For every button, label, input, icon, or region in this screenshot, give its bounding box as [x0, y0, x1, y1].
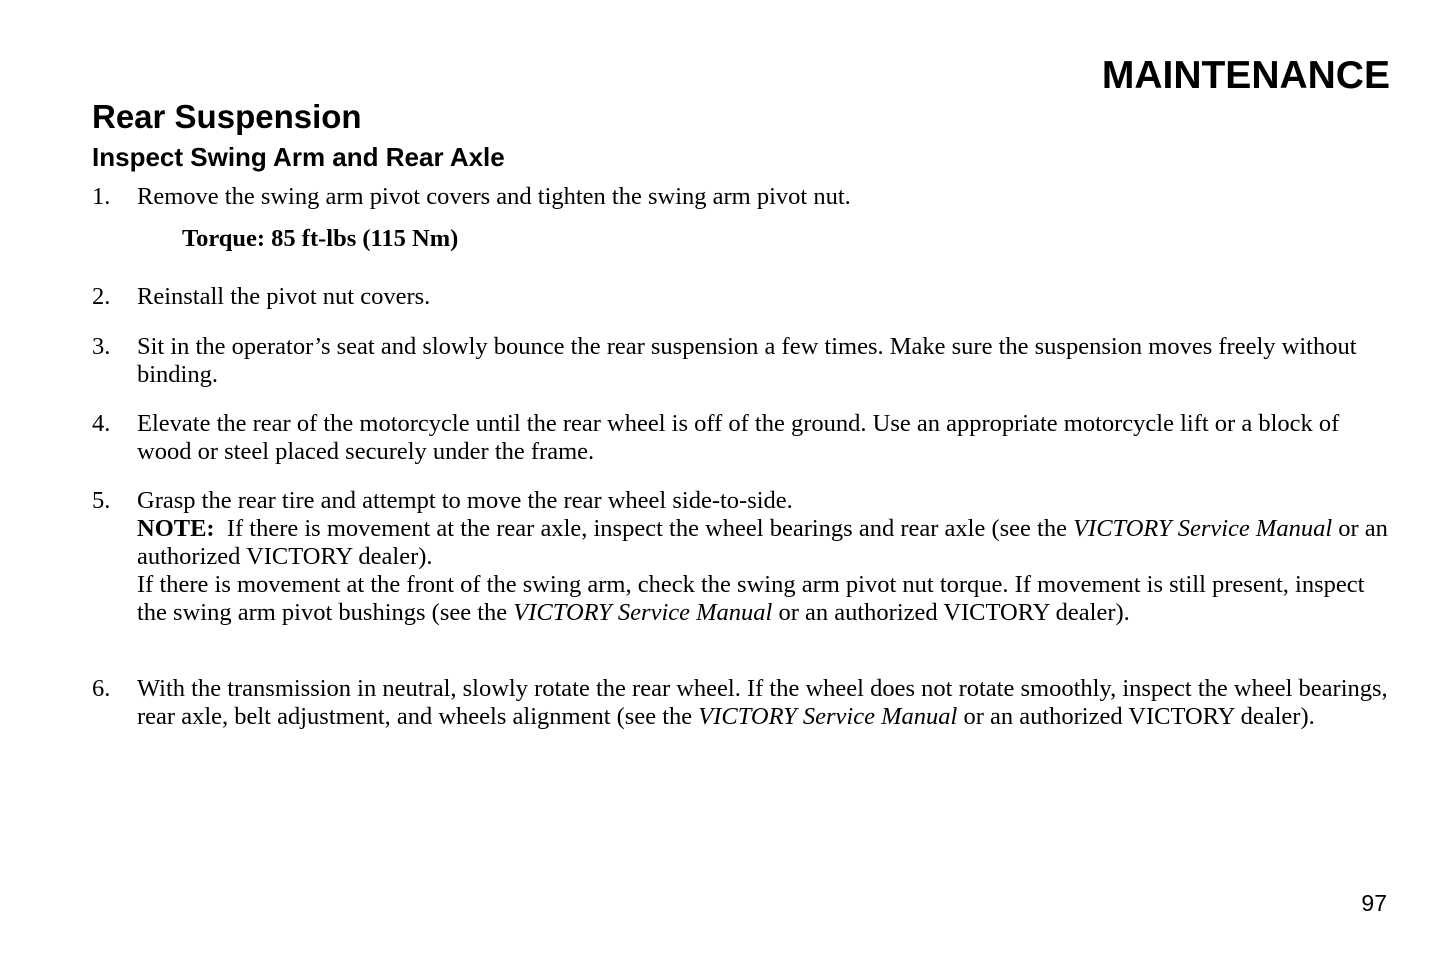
paragraph-text: If there is movement at the front of the swing arm, check the swing arm pivot nut torque. If movement is still present, inspect the swing arm pivot bushings (see the — [137, 571, 1365, 626]
step-text — [137, 675, 1392, 731]
torque-spec: Torque: 85 ft-lbs (115 Nm) — [182, 225, 459, 252]
step-number: 5. — [92, 487, 111, 514]
page-number: 97 — [1361, 890, 1387, 916]
step-text-block — [137, 487, 1392, 627]
section-title: MAINTENANCE — [1101, 54, 1390, 97]
step-text: Elevate the rear of the motorcycle until the rear wheel is off of the ground. Use an appropriate motorcycle lift or a block of wood or steel placed securely under the frame. — [137, 410, 1340, 465]
page-subheading: Inspect Swing Arm and Rear Axle — [92, 142, 505, 172]
step-1 — [92, 183, 1392, 211]
note-label: NOTE: — [137, 515, 215, 542]
step-number: 3. — [92, 333, 111, 360]
step-text: Remove the swing arm pivot covers and tighten the swing arm pivot nut. — [137, 183, 851, 210]
note — [137, 515, 1392, 571]
step-6 — [92, 675, 1392, 731]
step-number: 2. — [92, 283, 111, 310]
step-paragraph — [137, 571, 1392, 627]
step-text: Reinstall the pivot nut covers. — [137, 283, 431, 310]
step-number: 4. — [92, 410, 111, 437]
step-number: 6. — [92, 675, 111, 702]
step-text: Grasp the rear tire and attempt to move the rear wheel side-to-side. — [137, 487, 793, 514]
step-4 — [92, 410, 1392, 466]
step-2 — [92, 283, 1392, 311]
step-3 — [92, 333, 1392, 389]
step-text-part: With the transmission in neutral, slowly rotate the rear wheel. If the wheel does not rotate smoothly, inspect the wheel bearings, rear axle, belt adjustment, and wheels alignment (see the — [137, 675, 1388, 730]
note-text: or an authorized VICTORY dealer). — [137, 515, 1388, 570]
step-5 — [92, 487, 1392, 627]
manual-reference: VICTORY Service Manual — [513, 599, 773, 626]
step-text: Sit in the operator’s seat and slowly bounce the rear suspension a few times. Make sure the suspension moves freely without binding. — [137, 333, 1357, 388]
page-heading: Rear Suspension — [92, 98, 362, 135]
manual-reference: VICTORY Service Manual — [1073, 515, 1333, 542]
note-text: If there is movement at the rear axle, inspect the wheel bearings and rear axle (see the — [226, 515, 1067, 542]
manual-reference: VICTORY Service Manual — [698, 703, 958, 730]
step-text-part: or an authorized VICTORY dealer). — [963, 703, 1315, 730]
paragraph-text: or an authorized VICTORY dealer). — [778, 599, 1130, 626]
step-number: 1. — [92, 183, 111, 210]
